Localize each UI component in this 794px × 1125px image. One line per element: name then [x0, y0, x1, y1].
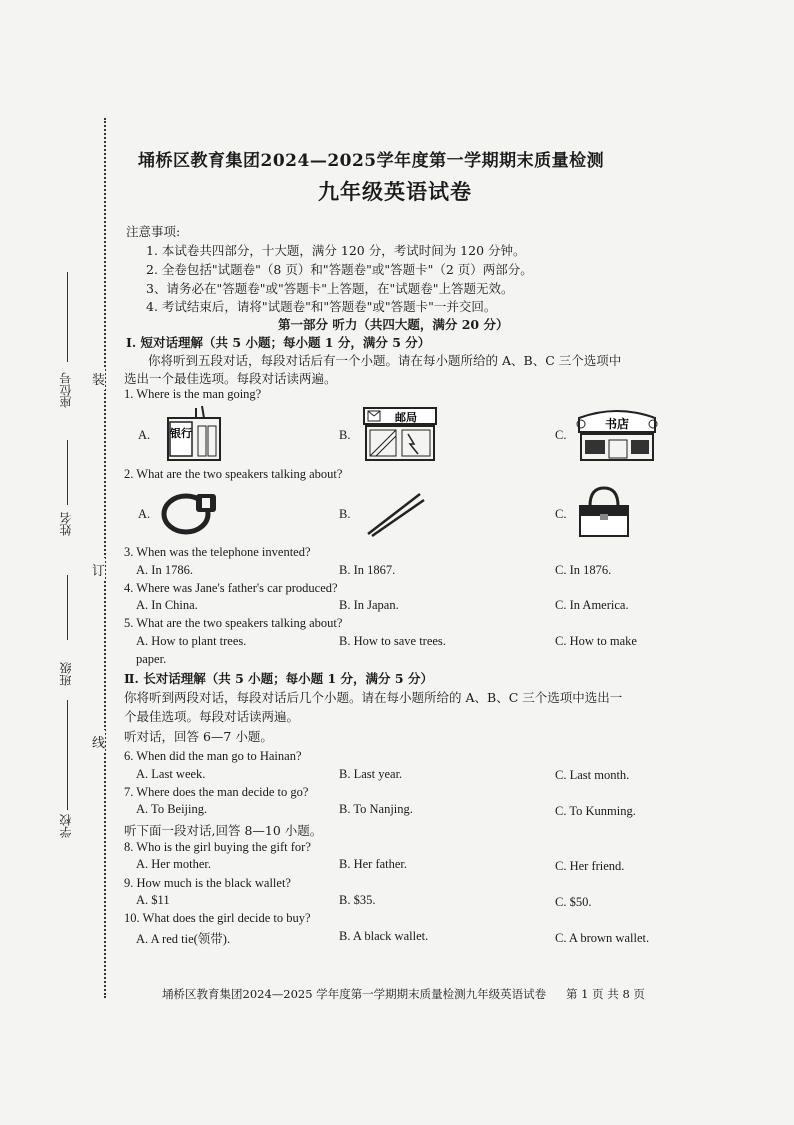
- q1-option-a: A.: [138, 428, 151, 442]
- q7-option-c: C. To Kunming.: [555, 804, 636, 818]
- q5-stem: 5. What are the two speakers talking about?: [124, 616, 343, 630]
- notice-item: 2. 全卷包括"试题卷"（8 页）和"答题卷"或"答题卡"（2 页）两部分。: [146, 262, 533, 277]
- footer-text: 埇桥区教育集团2024—2025 学年度第一学期期末质量检测九年级英语试卷: [162, 987, 547, 1001]
- svg-text:书店: 书店: [604, 417, 630, 431]
- q10-option-b: B. A black wallet.: [339, 929, 429, 943]
- section1-heading: Ⅰ. 短对话理解（共 5 小题；每小题 1 分，满分 5 分）: [126, 335, 431, 350]
- q8-stem: 8. Who is the girl buying the gift for?: [124, 840, 311, 854]
- chopsticks-icon: [364, 490, 426, 538]
- q6-option-a: A. Last week.: [136, 767, 206, 781]
- svg-text:邮局: 邮局: [395, 411, 417, 424]
- handbag-icon: [574, 484, 634, 540]
- section1-instruction: 你将听到五段对话，每段对话后有一个小题。请在每小题所给的 A、B、C 三个选项中: [148, 353, 622, 368]
- section2-sub-instruction: 听下面一段对话,回答 8—10 小题。: [124, 823, 323, 838]
- binding-char-xian: 线: [92, 730, 105, 753]
- name-label: 姓名: [59, 512, 73, 536]
- bank-building-icon: [160, 404, 232, 462]
- q1-option-b: B.: [339, 428, 351, 442]
- section1-instruction: 选出一个最佳选项。每段对话读两遍。: [124, 371, 337, 386]
- belt-icon: [160, 488, 222, 536]
- q10-option-a: A. A red tie(领带).: [136, 932, 231, 946]
- seat-number-label: 座位号: [59, 372, 73, 408]
- q7-stem: 7. Where does the man decide to go?: [124, 785, 309, 799]
- post-office-icon: [360, 404, 440, 462]
- q9-stem: 9. How much is the black wallet?: [124, 876, 291, 890]
- q9-option-b: B. $35.: [339, 893, 376, 907]
- q2-stem: 2. What are the two speakers talking about?: [124, 467, 343, 481]
- q7-option-b: B. To Nanjing.: [339, 802, 413, 816]
- q2-option-b: B.: [339, 507, 351, 521]
- school-blank: [67, 700, 68, 810]
- class-blank: [67, 575, 68, 640]
- notice-heading: 注意事项:: [126, 224, 181, 239]
- class-label: 班级: [59, 662, 73, 686]
- notice-item: 1. 本试卷共四部分，十大题，满分 120 分，考试时间为 120 分钟。: [146, 243, 526, 258]
- q5-option-a: A. How to plant trees.: [136, 634, 247, 648]
- q7-option-a: A. To Beijing.: [136, 802, 208, 816]
- q8-option-a: A. Her mother.: [136, 857, 211, 871]
- section2-instruction: 你将听到两段对话，每段对话后几个小题。请在每小题所给的 A、B、C 三个选项中选出一: [124, 690, 623, 705]
- q1-option-c: C.: [555, 428, 567, 442]
- bookstore-icon: [575, 406, 659, 462]
- name-blank: [67, 440, 68, 505]
- binding-char-zhuang: 装: [92, 367, 105, 390]
- q10-option-c: C. A brown wallet.: [555, 931, 650, 945]
- q2-option-a: A.: [138, 507, 151, 521]
- q5-option-b: B. How to save trees.: [339, 634, 446, 648]
- q8-option-b: B. Her father.: [339, 857, 408, 871]
- q9-option-c: C. $50.: [555, 895, 592, 909]
- q5-option-c: C. How to make: [555, 634, 637, 648]
- q9-option-a: A. $11: [136, 893, 170, 907]
- notice-item: 4. 考试结束后，请将"试题卷"和"答题卷"或"答题卡"一并交回。: [146, 299, 497, 314]
- q3-option-a: A. In 1786.: [136, 563, 193, 577]
- q5-option-c-continued: paper.: [136, 652, 167, 666]
- q10-stem: 10. What does the girl decide to buy?: [124, 911, 311, 925]
- page-number: 第 1 页 共 8 页: [566, 987, 645, 1001]
- q1-stem: 1. Where is the man going?: [124, 387, 262, 401]
- q6-option-b: B. Last year.: [339, 767, 403, 781]
- q4-option-b: B. In Japan.: [339, 598, 399, 612]
- q3-option-b: B. In 1867.: [339, 563, 396, 577]
- q3-option-c: C. In 1876.: [555, 563, 612, 577]
- q6-stem: 6. When did the man go to Hainan?: [124, 749, 302, 763]
- q4-option-c: C. In America.: [555, 598, 629, 612]
- part1-heading: 第一部分 听力（共四大题，满分 20 分）: [278, 317, 509, 332]
- binding-char-ding: 订: [92, 558, 105, 581]
- bank-sign-char: 银行: [170, 427, 192, 440]
- q2-option-c: C.: [555, 507, 567, 521]
- seat-number-blank: [67, 272, 68, 362]
- school-label: 学校: [59, 814, 73, 838]
- q3-stem: 3. When was the telephone invented?: [124, 545, 311, 559]
- notice-item: 3、请务必在"答题卷"或"答题卡"上答题，在"试题卷"上答题无效。: [146, 281, 514, 296]
- q4-option-a: A. In China.: [136, 598, 198, 612]
- q8-option-c: C. Her friend.: [555, 859, 625, 873]
- section2-heading: Ⅱ. 长对话理解（共 5 小题；每小题 1 分，满分 5 分）: [124, 671, 433, 686]
- exam-title: 埇桥区教育集团2024—2025学年度第一学期期末质量检测: [138, 151, 605, 171]
- q4-stem: 4. Where was Jane's father's car produced?: [124, 581, 338, 595]
- section2-instruction: 个最佳选项。每段对话读两遍。: [124, 709, 300, 724]
- section2-sub-instruction: 听对话，回答 6—7 小题。: [124, 729, 273, 744]
- exam-subtitle: 九年级英语试卷: [318, 179, 472, 204]
- q6-option-c: C. Last month.: [555, 768, 630, 782]
